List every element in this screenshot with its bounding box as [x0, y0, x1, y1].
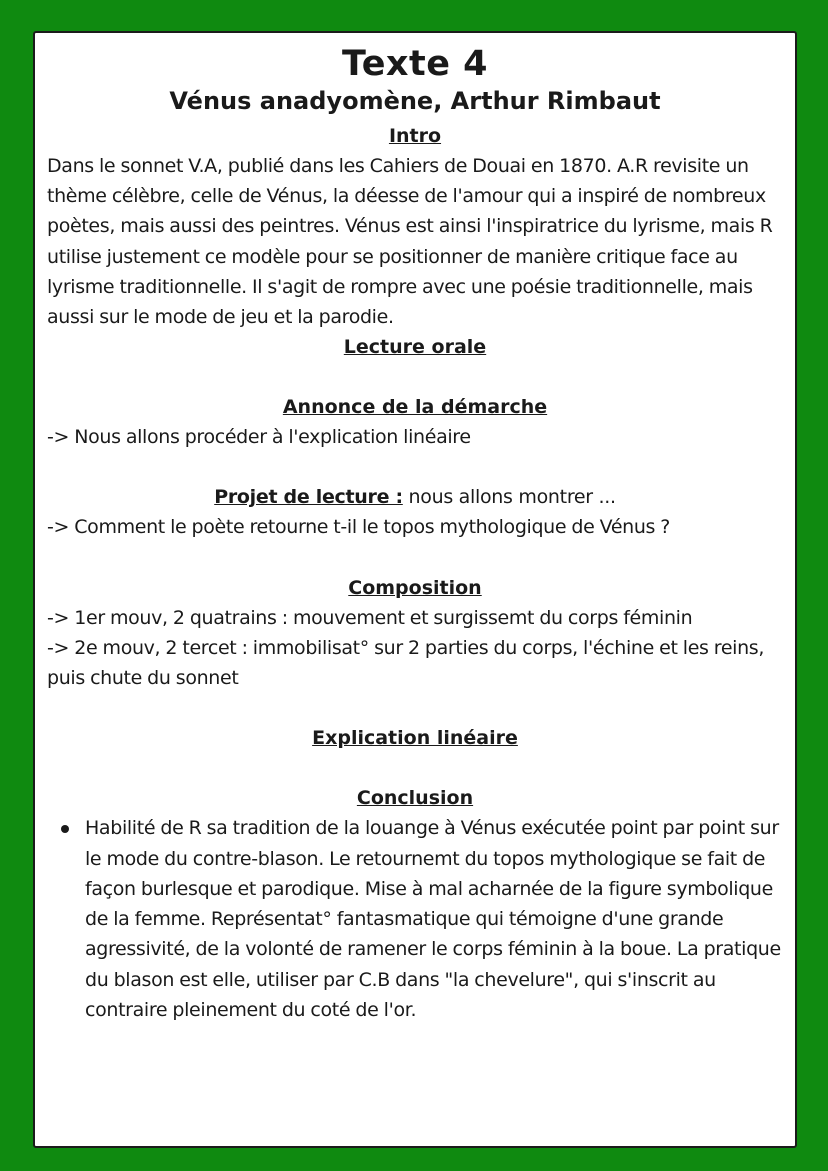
- spacer: [47, 362, 783, 392]
- annonce-text: -> Nous allons procéder à l'explication linéaire: [47, 426, 471, 449]
- spacer: [47, 543, 783, 573]
- annonce-heading: Annonce de la démarche: [282, 396, 548, 419]
- conclusion-item-text: Habilité de R sa tradition de la louange à Vénus exécutée point par point sur le mode du contre-blason. Le retournemt du topos mythologique se fait de façon burlesque et parodique. Mise à mal acharnée de la figure symbolique de la femme. Représentat° fantasmatique qui témoigne d'une grande agressivité, de la volonté de ramener le corps féminin à la boue. La pratique du blason est elle, utiliser par C.B dans "la chevelure", qui s'inscrit au contraire pleinement du coté de l'or.: [85, 817, 781, 1022]
- lecture-orale-heading: Lecture orale: [343, 336, 487, 359]
- spacer: [47, 693, 783, 723]
- intro-paragraph: Dans le sonnet V.A, publié dans les Cahiers de Douai en 1870. A.R revisite un thème célèbre, celle de Vénus, la déesse de l'amour qui a inspiré de nombreux poètes, mais aussi des peintres. Vénus est ainsi l'inspiratrice du lyrisme, mais R utilise justement ce modèle pour se positionner de manière critique face au lyrisme traditionnelle. Il s'agit de rompre avec une poésie traditionnelle, mais aussi sur le mode de jeu et la parodie.: [47, 155, 773, 329]
- spacer: [47, 452, 783, 482]
- spacer: [47, 753, 783, 783]
- projet-text: nous allons montrer ...: [402, 486, 616, 509]
- page-title: Texte 4: [341, 44, 489, 84]
- projet-label: Projet de lecture :: [214, 486, 403, 509]
- document-page: [33, 31, 797, 1148]
- list-item: [85, 813, 783, 1025]
- explication-heading: Explication linéaire: [312, 727, 518, 750]
- bullet-icon: [61, 825, 69, 833]
- conclusion-heading: Conclusion: [356, 787, 474, 810]
- projet-question: -> Comment le poète retourne t-il le topos mythologique de Vénus ?: [47, 516, 671, 539]
- conclusion-list: [47, 813, 783, 1025]
- projet-line: [47, 482, 783, 512]
- composition-line-2: -> 2e mouv, 2 tercet : immobilisat° sur 2 parties du corps, l'échine et les reins, puis chute du sonnet: [47, 636, 765, 690]
- page-subtitle: Vénus anadyomène, Arthur Rimbaut: [169, 87, 661, 115]
- intro-heading: Intro: [388, 125, 442, 147]
- composition-line-1: -> 1er mouv, 2 quatrains : mouvement et surgissemt du corps féminin: [47, 606, 693, 629]
- composition-heading: Composition: [348, 576, 482, 599]
